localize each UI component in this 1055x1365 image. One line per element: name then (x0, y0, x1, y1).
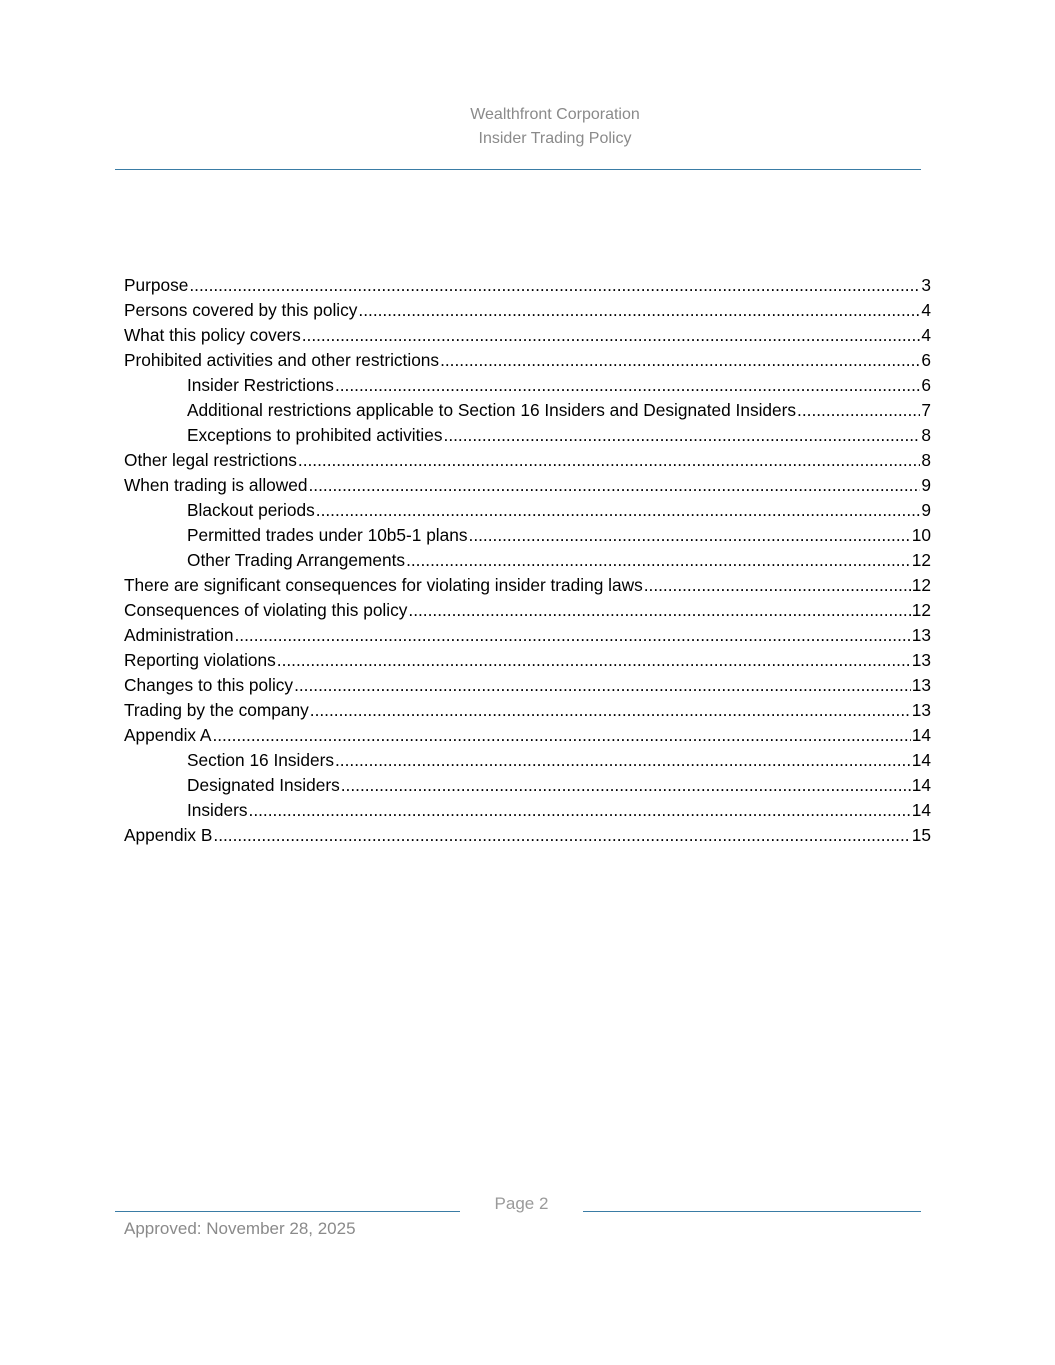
header-divider (115, 169, 921, 170)
toc-entry[interactable] (124, 323, 931, 348)
toc-entry[interactable] (124, 423, 931, 448)
toc-entry-label: Insider Restrictions (187, 375, 334, 395)
toc-entry[interactable] (124, 823, 931, 848)
toc-leader-dots (212, 723, 910, 748)
toc-entry-page: 9 (921, 500, 931, 520)
toc-entry-page: 12 (911, 600, 931, 620)
toc-leader-dots (335, 748, 911, 773)
toc-entry[interactable] (124, 273, 931, 298)
toc-entry-page: 13 (911, 675, 931, 695)
toc-entry-label: Insiders (187, 800, 248, 820)
toc-entry-page: 10 (911, 525, 931, 545)
toc-leader-dots (316, 498, 921, 523)
toc-entry-label: There are significant consequences for violating insider trading laws (124, 575, 643, 595)
toc-entry-page: 13 (911, 625, 931, 645)
toc-entry[interactable] (124, 598, 931, 623)
toc-entry-page: 15 (911, 825, 931, 845)
toc-leader-dots (644, 573, 911, 598)
toc-leader-dots (335, 373, 920, 398)
toc-leader-dots (277, 648, 911, 673)
toc-entry-label: Designated Insiders (187, 775, 340, 795)
toc-entry-label: Reporting violations (124, 650, 276, 670)
toc-entry-page: 4 (921, 325, 931, 345)
toc-entry-label: Appendix A (124, 725, 212, 745)
toc-entry-label: Changes to this policy (124, 675, 294, 695)
toc-entry[interactable] (124, 698, 931, 723)
toc-entry-page: 8 (921, 425, 931, 445)
toc-entry[interactable] (124, 673, 931, 698)
toc-entry[interactable] (124, 523, 931, 548)
toc-entry-page: 12 (911, 550, 931, 570)
page-header (0, 103, 1055, 151)
toc-entry-page: 12 (911, 575, 931, 595)
toc-entry[interactable] (124, 298, 931, 323)
table-of-contents (124, 273, 931, 848)
toc-entry[interactable] (124, 348, 931, 373)
toc-entry-page: 14 (911, 775, 931, 795)
toc-entry-page: 13 (911, 650, 931, 670)
toc-leader-dots (298, 448, 920, 473)
toc-entry-page: 3 (921, 275, 931, 295)
toc-leader-dots (189, 273, 920, 298)
toc-entry-label: Trading by the company (124, 700, 309, 720)
footer-divider-left (115, 1211, 460, 1212)
toc-entry[interactable] (124, 373, 931, 398)
toc-entry[interactable] (124, 448, 931, 473)
company-name: Wealthfront Corporation (470, 106, 640, 123)
toc-entry-label: Prohibited activities and other restrictions (124, 350, 440, 370)
toc-leader-dots (249, 798, 911, 823)
toc-entry[interactable] (124, 398, 931, 423)
toc-leader-dots (440, 348, 920, 373)
toc-entry-label: Consequences of violating this policy (124, 600, 408, 620)
page-number: Page 2 (494, 1194, 549, 1213)
toc-entry[interactable] (124, 723, 931, 748)
toc-entry-page: 6 (921, 350, 931, 370)
toc-leader-dots (408, 598, 910, 623)
toc-entry-label: When trading is allowed (124, 475, 308, 495)
toc-leader-dots (406, 548, 911, 573)
toc-entry-page: 9 (921, 475, 931, 495)
toc-entry-page: 6 (921, 375, 931, 395)
toc-leader-dots (358, 298, 920, 323)
document-title: Insider Trading Policy (478, 130, 632, 147)
toc-leader-dots (302, 323, 921, 348)
toc-leader-dots (213, 823, 910, 848)
toc-entry-page: 14 (911, 800, 931, 820)
toc-entry[interactable] (124, 648, 931, 673)
toc-entry[interactable] (124, 548, 931, 573)
approval-date: Approved: November 28, 2025 (124, 1219, 356, 1238)
toc-leader-dots (310, 698, 911, 723)
toc-entry-label: Additional restrictions applicable to Section 16 Insiders and Designated Insiders (187, 400, 797, 420)
toc-entry-label: Purpose (124, 275, 189, 295)
toc-entry-label: Appendix B (124, 825, 213, 845)
toc-entry[interactable] (124, 748, 931, 773)
toc-entry-page: 14 (911, 725, 931, 745)
toc-leader-dots (235, 623, 911, 648)
toc-entry-label: Blackout periods (187, 500, 315, 520)
toc-entry-label: What this policy covers (124, 325, 301, 345)
toc-entry-page: 8 (921, 450, 931, 470)
toc-entry[interactable] (124, 573, 931, 598)
toc-entry-label: Permitted trades under 10b5-1 plans (187, 525, 468, 545)
footer-divider-right (583, 1211, 921, 1212)
toc-entry-page: 4 (921, 300, 931, 320)
toc-entry[interactable] (124, 623, 931, 648)
toc-entry[interactable] (124, 773, 931, 798)
toc-entry[interactable] (124, 798, 931, 823)
toc-entry-label: Administration (124, 625, 234, 645)
toc-leader-dots (797, 398, 920, 423)
toc-entry-page: 14 (911, 750, 931, 770)
toc-leader-dots (341, 773, 911, 798)
toc-entry-label: Persons covered by this policy (124, 300, 358, 320)
toc-entry-label: Exceptions to prohibited activities (187, 425, 443, 445)
toc-entry-label: Other legal restrictions (124, 450, 297, 470)
toc-entry-page: 13 (911, 700, 931, 720)
toc-entry-page: 7 (921, 400, 931, 420)
toc-leader-dots (294, 673, 911, 698)
toc-entry-label: Section 16 Insiders (187, 750, 334, 770)
toc-leader-dots (469, 523, 911, 548)
toc-leader-dots (444, 423, 921, 448)
toc-entry[interactable] (124, 498, 931, 523)
toc-entry-label: Other Trading Arrangements (187, 550, 406, 570)
toc-entry[interactable] (124, 473, 931, 498)
toc-leader-dots (308, 473, 920, 498)
